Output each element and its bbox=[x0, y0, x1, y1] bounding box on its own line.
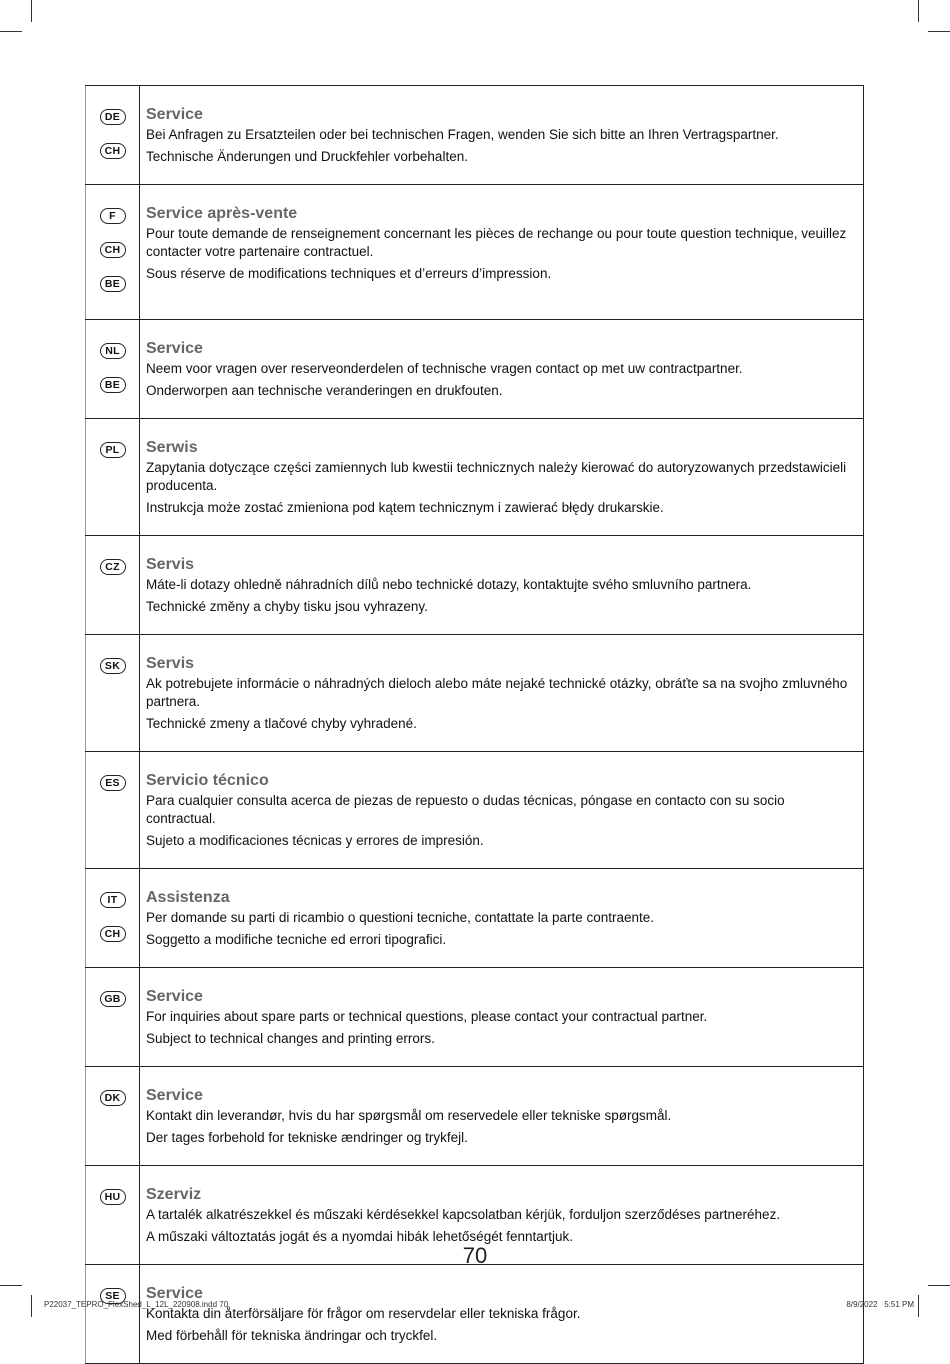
section-content bbox=[140, 536, 864, 634]
section-text: Soggetto a modifiche tecniche ed errori tipografici. bbox=[146, 932, 447, 947]
language-codes bbox=[85, 968, 140, 1066]
service-section bbox=[85, 320, 864, 419]
language-codes bbox=[85, 86, 140, 184]
language-codes bbox=[85, 320, 140, 418]
language-codes bbox=[85, 1067, 140, 1165]
language-codes bbox=[85, 635, 140, 751]
section-text: Sujeto a modificaciones técnicas y errores de impresión. bbox=[146, 833, 484, 848]
service-section bbox=[85, 536, 864, 635]
section-text: Máte-li dotazy ohledně náhradních dílů nebo technické dotazy, kontaktujte svého smluvního partnera. bbox=[146, 577, 752, 592]
section-text: Technische Änderungen und Druckfehler vorbehalten. bbox=[146, 149, 468, 164]
language-code-badge: SK bbox=[100, 658, 126, 674]
section-text: Kontakt din leverandør, hvis du har spørgsmål om reservedele eller tekniske spørgsmål. bbox=[146, 1108, 672, 1123]
section-text: Kontakta din återförsäljare för frågor om reservdelar eller tekniska frågor. bbox=[146, 1306, 581, 1321]
section-content bbox=[140, 968, 864, 1066]
section-title: Serwis bbox=[146, 439, 198, 456]
section-title: Service bbox=[146, 988, 203, 1005]
section-text: Ak potrebujete informácie o náhradných dieloch alebo máte nejaké technické otázky, obráťte sa na svojho zmluvného partnera. bbox=[146, 676, 848, 709]
section-content bbox=[140, 869, 864, 967]
section-title: Servis bbox=[146, 655, 195, 672]
page-number: 70 bbox=[462, 1243, 488, 1268]
footer-timestamp: 8/9/2022 5:51 PM bbox=[846, 1300, 914, 1309]
section-text: Med förbehåll för tekniska ändringar och tryckfel. bbox=[146, 1328, 438, 1343]
crop-mark bbox=[0, 31, 22, 32]
section-content bbox=[140, 185, 864, 319]
service-table bbox=[85, 85, 864, 1364]
section-content bbox=[140, 86, 864, 184]
service-section bbox=[85, 1265, 864, 1364]
language-code-badge: GB bbox=[100, 991, 126, 1007]
service-section bbox=[85, 752, 864, 869]
crop-mark bbox=[918, 1295, 919, 1317]
section-text: Para cualquier consulta acerca de piezas de repuesto o dudas técnicas, póngase en contacto con su socio contractual. bbox=[146, 793, 785, 826]
language-code-badge: CH bbox=[100, 143, 126, 159]
section-content bbox=[140, 1067, 864, 1165]
language-code-badge: DE bbox=[100, 109, 126, 125]
language-codes bbox=[85, 1265, 140, 1363]
language-code-badge: ES bbox=[100, 775, 126, 791]
section-text: Zapytania dotyczące części zamiennych lub kwestii technicznych należy kierować do autoryzowanych przedstawicieli producenta. bbox=[146, 460, 847, 493]
language-code-badge: NL bbox=[100, 343, 126, 359]
service-section bbox=[85, 185, 864, 320]
crop-mark bbox=[0, 1285, 22, 1286]
section-text: Onderworpen aan technische veranderingen en drukfouten. bbox=[146, 383, 503, 398]
section-text: A tartalék alkatrészekkel és műszaki kérdésekkel kapcsolatban kérjük, forduljon szerződéses partneréhez. bbox=[146, 1207, 781, 1222]
language-code-badge: BE bbox=[100, 276, 126, 292]
section-title: Service bbox=[146, 106, 203, 123]
section-text: Sous réserve de modifications techniques et d’erreurs d’impression. bbox=[146, 266, 552, 281]
section-content bbox=[140, 320, 864, 418]
service-section bbox=[85, 968, 864, 1067]
language-code-badge: HU bbox=[100, 1189, 126, 1205]
section-text: Neem voor vragen over reserveonderdelen of technische vragen contact op met uw contractpartner. bbox=[146, 361, 743, 376]
language-code-badge: IT bbox=[100, 892, 126, 908]
crop-mark bbox=[928, 31, 950, 32]
service-section bbox=[85, 635, 864, 752]
section-text: For inquiries about spare parts or technical questions, please contact your contractual partner. bbox=[146, 1009, 708, 1024]
section-text: Technické zmeny a tlačové chyby vyhradené. bbox=[146, 716, 417, 731]
section-content bbox=[140, 419, 864, 535]
section-title: Service bbox=[146, 1087, 203, 1104]
language-codes bbox=[85, 752, 140, 868]
service-section bbox=[85, 1067, 864, 1166]
section-text: Instrukcja może zostać zmieniona pod kątem technicznym i zawierać błędy drukarskie. bbox=[146, 500, 664, 515]
language-codes bbox=[85, 536, 140, 634]
language-code-badge: CH bbox=[100, 926, 126, 942]
language-codes bbox=[85, 869, 140, 967]
service-section bbox=[85, 85, 864, 185]
language-code-badge: CH bbox=[100, 242, 126, 258]
section-text: Bei Anfragen zu Ersatzteilen oder bei technischen Fragen, wenden Sie sich bitte an Ihren Vertragspartner. bbox=[146, 127, 779, 142]
section-title: Servicio técnico bbox=[146, 772, 269, 789]
section-text: Pour toute demande de renseignement concernant les pièces de rechange ou pour toute question technique, veuillez contacter votre partenaire contractuel. bbox=[146, 226, 847, 259]
crop-mark bbox=[918, 0, 919, 22]
section-text: Per domande su parti di ricambio o questioni tecniche, contattate la parte contraente. bbox=[146, 910, 655, 925]
section-text: A műszaki változtatás jogát és a nyomdai hibák lehetőségét fenntartjuk. bbox=[146, 1229, 573, 1244]
crop-mark bbox=[928, 1285, 950, 1286]
section-content bbox=[140, 752, 864, 868]
language-code-badge: PL bbox=[100, 442, 126, 458]
section-text: Technické změny a chyby tisku jsou vyhrazeny. bbox=[146, 599, 428, 614]
service-section bbox=[85, 869, 864, 968]
service-section bbox=[85, 419, 864, 536]
section-text: Subject to technical changes and printing errors. bbox=[146, 1031, 435, 1046]
language-code-badge: DK bbox=[100, 1090, 126, 1106]
section-title: Assistenza bbox=[146, 889, 230, 906]
section-title: Service bbox=[146, 340, 203, 357]
section-title: Servis bbox=[146, 556, 195, 573]
section-text: Der tages forbehold for tekniske ændringer og trykfejl. bbox=[146, 1130, 468, 1145]
section-content bbox=[140, 1265, 864, 1363]
section-title: Szerviz bbox=[146, 1186, 202, 1203]
crop-mark bbox=[31, 1295, 32, 1317]
language-codes bbox=[85, 419, 140, 535]
language-code-badge: F bbox=[100, 208, 126, 224]
language-code-badge: SE bbox=[100, 1288, 126, 1304]
crop-mark bbox=[31, 0, 32, 22]
section-title: Service après-vente bbox=[146, 205, 298, 222]
language-code-badge: BE bbox=[100, 377, 126, 393]
language-code-badge: CZ bbox=[100, 559, 126, 575]
language-codes bbox=[85, 185, 140, 319]
section-title: Service bbox=[146, 1285, 203, 1302]
section-content bbox=[140, 635, 864, 751]
footer-file: P22037_TEPRO_FlexShed_L_12L_220908.indd 70 bbox=[44, 1300, 229, 1309]
